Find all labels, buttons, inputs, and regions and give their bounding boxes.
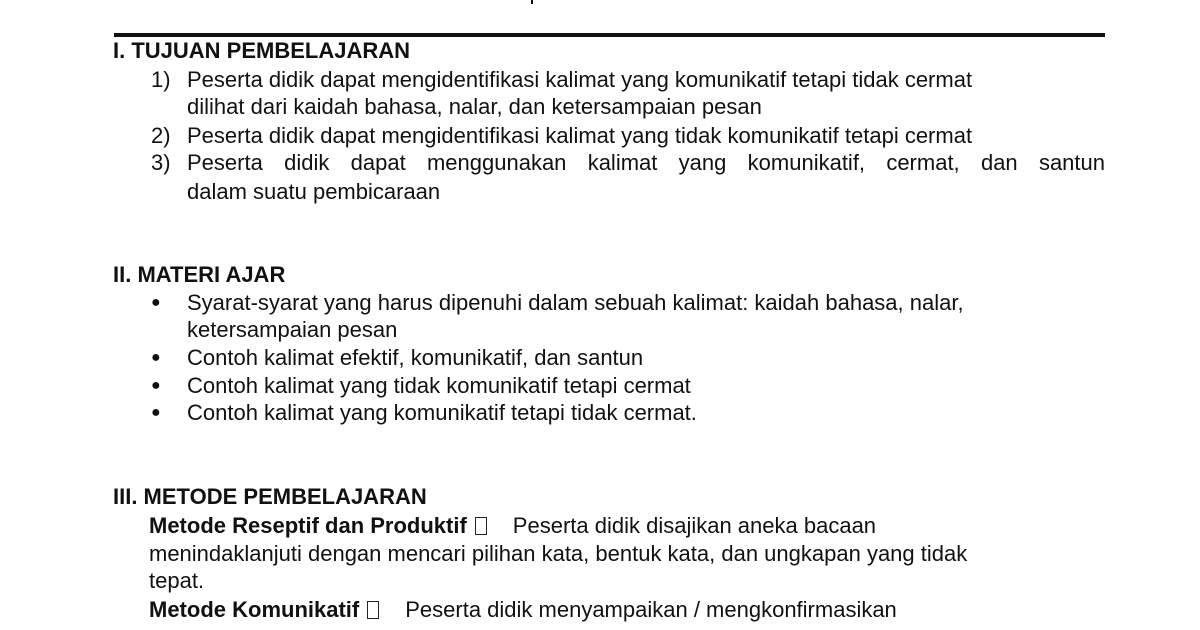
list-item-tujuan-2	[0, 122, 1200, 150]
metode-text: Peserta didik menyampaikan / mengkonfirmasikan	[405, 597, 897, 622]
list-item-tujuan-3-cont	[0, 178, 1200, 206]
checkbox-glyph-icon	[367, 601, 379, 619]
metode-item-reseptif-cont-2	[149, 567, 204, 595]
top-tick-mark	[531, 0, 533, 4]
list-item-materi-3	[0, 372, 1200, 400]
list-text: Peserta didik dapat mengidentifikasi kalimat yang tidak komunikatif tetapi cermat	[187, 123, 973, 148]
list-text: dilihat dari kaidah bahasa, nalar, dan ketersampaian pesan	[187, 94, 762, 119]
list-text: Syarat-syarat yang harus dipenuhi dalam sebuah kalimat: kaidah bahasa, nalar,	[187, 290, 964, 315]
checkbox-glyph-icon	[475, 517, 487, 535]
metode-text: Peserta didik disajikan aneka bacaan	[512, 513, 877, 538]
section-title-materi: II. MATERI AJAR	[113, 262, 286, 287]
list-number: 1)	[151, 67, 171, 92]
list-number: 2)	[151, 123, 171, 148]
metode-label: Metode Reseptif dan Produktif	[149, 513, 467, 538]
bullet-icon: ●	[151, 377, 161, 394]
list-text: ketersampaian pesan	[187, 317, 398, 342]
list-text: Contoh kalimat yang komunikatif tetapi tidak cermat.	[187, 400, 697, 425]
metode-item-reseptif-cont	[149, 540, 967, 568]
list-item-tujuan-1	[0, 66, 1200, 94]
list-item-materi-1	[0, 289, 1200, 317]
section-title-metode: III. METODE PEMBELAJARAN	[113, 484, 427, 509]
list-item-materi-1-cont	[0, 316, 1200, 344]
list-number: 3)	[151, 150, 171, 175]
section-title-tujuan: I. TUJUAN PEMBELAJARAN	[113, 38, 411, 63]
list-item-tujuan-3	[0, 149, 1200, 177]
list-text: Peserta didik dapat menggunakan kalimat yang komunikatif, cermat, dan santun	[187, 150, 1105, 175]
metode-item-reseptif	[149, 512, 876, 540]
list-item-tujuan-1-cont	[0, 93, 1200, 121]
metode-text: menindaklanjuti dengan mencari pilihan kata, bentuk kata, dan ungkapan yang tidak	[149, 541, 968, 566]
metode-item-komunikatif	[149, 596, 897, 624]
list-text: Contoh kalimat yang tidak komunikatif tetapi cermat	[187, 373, 691, 398]
list-item-materi-4	[0, 399, 1200, 427]
bullet-icon: ●	[151, 294, 161, 311]
metode-label: Metode Komunikatif	[149, 597, 360, 622]
list-text: Contoh kalimat efektif, komunikatif, dan santun	[187, 345, 644, 370]
list-text: dalam suatu pembicaraan	[187, 179, 441, 204]
bullet-icon: ●	[151, 404, 161, 421]
metode-text: tepat.	[149, 568, 205, 593]
list-text: Peserta didik dapat mengidentifikasi kalimat yang komunikatif tetapi tidak cermat	[187, 67, 973, 92]
bullet-icon: ●	[151, 349, 161, 366]
list-item-materi-2	[0, 344, 1200, 372]
